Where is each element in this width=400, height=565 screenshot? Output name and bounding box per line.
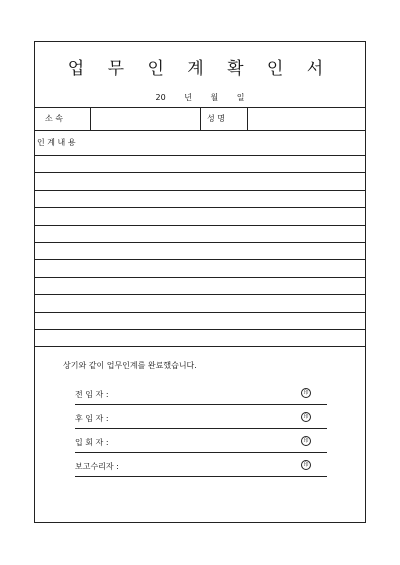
content-line[interactable] — [35, 277, 365, 278]
seal-icon: 印 — [301, 460, 311, 470]
content-label: 인 계 내 용 — [37, 138, 76, 147]
handover-form — [34, 41, 366, 523]
signature-row[interactable] — [75, 434, 327, 453]
date-year-prefix: 20 — [155, 93, 166, 102]
date-year: 년 — [184, 93, 192, 102]
content-line[interactable] — [35, 329, 365, 330]
content-line[interactable] — [35, 259, 365, 260]
signature-row[interactable] — [75, 458, 327, 477]
content-line[interactable] — [35, 312, 365, 313]
signature-label: 전 임 자 : — [75, 390, 109, 399]
seal-icon: 印 — [301, 388, 311, 398]
date-month: 월 — [210, 93, 219, 102]
content-line[interactable] — [35, 225, 365, 226]
dept-field[interactable] — [91, 108, 199, 130]
content-line[interactable] — [35, 242, 365, 243]
content-line[interactable] — [35, 294, 365, 295]
date-line — [35, 92, 365, 103]
form-title: 업 무 인 계 확 인 서 — [67, 59, 333, 79]
content-line[interactable] — [35, 172, 365, 173]
seal-icon: 印 — [301, 412, 311, 422]
signature-row[interactable] — [75, 386, 327, 405]
confirm-text: 상기와 같이 업무인계를 완료했습니다. — [63, 361, 197, 370]
name-label: 성 명 — [207, 114, 225, 123]
content-line[interactable] — [35, 207, 365, 208]
signature-label: 입 회 자 : — [75, 438, 109, 447]
divider — [200, 108, 201, 130]
signature-label: 후 임 자 : — [75, 414, 109, 423]
signature-label: 보고수리자 : — [75, 462, 119, 471]
section-divider — [35, 346, 365, 347]
content-line[interactable] — [35, 190, 365, 191]
content-line[interactable] — [35, 155, 365, 156]
dept-label: 소 속 — [45, 114, 63, 123]
seal-icon: 印 — [301, 436, 311, 446]
signature-row[interactable] — [75, 410, 327, 429]
info-row — [35, 107, 365, 131]
name-field[interactable] — [248, 108, 366, 130]
date-day: 일 — [236, 93, 245, 102]
